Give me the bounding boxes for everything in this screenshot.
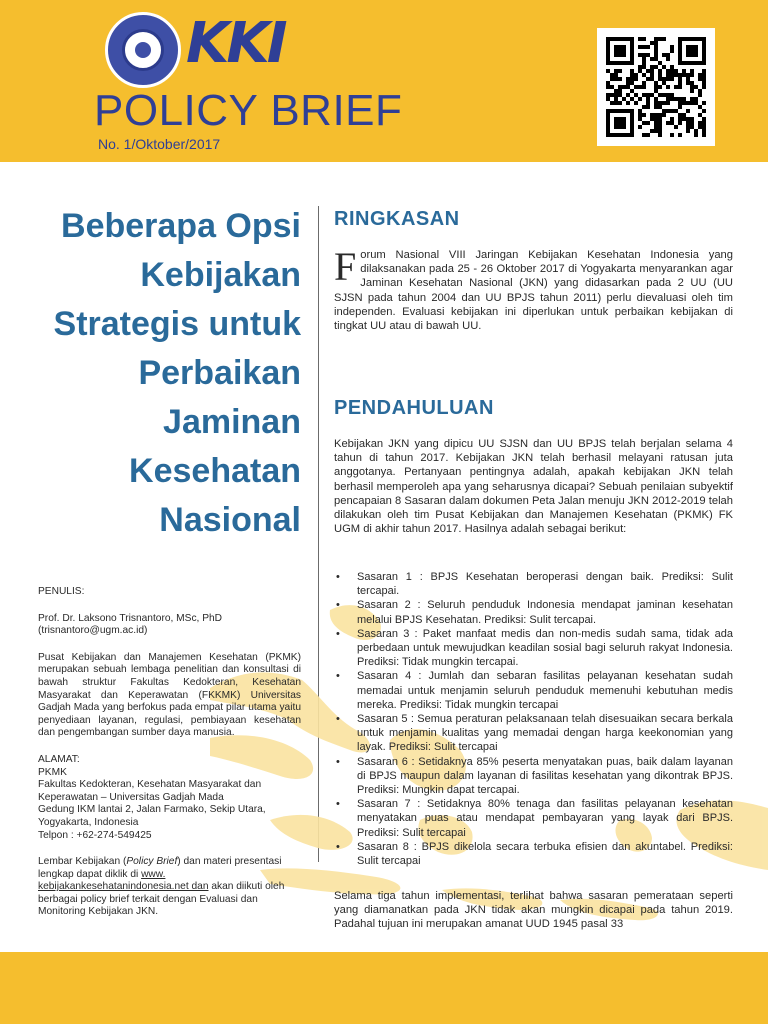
address-line: Gedung IKM lantai 2, Jalan Farmako, Sekip Utara, bbox=[38, 804, 266, 816]
list-item: • Sasaran 2 : Seluruh penduduk Indonesia mendapat jaminan kesehatan melalui BPJS Kesehatan. Prediksi: Sulit tercapai. bbox=[336, 599, 733, 626]
list-item: • Sasaran 8 : BPJS dikelola secara terbuka efisien dan akuntabel. Prediksi: Sulit tercapai bbox=[336, 840, 733, 868]
brief-number: No. 1/Oktober/2017 bbox=[98, 136, 221, 152]
list-item: • Sasaran 5 : Semua peraturan pelaksanaan telah disesuaikan secara berkala untuk menjamin kualitas yang memadai dengan harga keekonomian yang layak. Prediksi: Sulit tercapai bbox=[336, 713, 733, 754]
kki-logo: KKI bbox=[186, 11, 285, 76]
list-item: • Sasaran 3 : Paket manfaat medis dan non-medis sudah sama, tidak ada perbedaan untuk mewujudkan keadilan sosial bagi seluruh rakyat Indonesia. Prediksi: Tidak mungkin tercapai. bbox=[336, 627, 733, 669]
pendahuluan-heading: PENDAHULUAN bbox=[334, 397, 494, 419]
university-seal-logo bbox=[105, 12, 181, 88]
pendahuluan-text: Kebijakan JKN yang dipicu UU SJSN dan UU BPJS telah berjalan selama 4 tahun di tahun 2017. Kebijakan JKN telah berhasil melayani ratusan juta anggotanya. Pertanyaan pentingnya adalah, apakah kebijakan JKN telah berhasil memperoleh apa yang seharusnya dicapai? Sebuah penilaian subyektif pencapaian 8 Sasaran dalam dokumen Peta Jalan menuju JKN 2012-2019 telah dilakukan oleh tim Pusat Kebijakan dan Manajemen Kesehatan (PKMK) FK UGM di akhir tahun 2017. Hasilnya adalah sebagai berikut: bbox=[334, 438, 733, 536]
pkmk-description: Pusat Kebijakan dan Manajemen Kesehatan (PKMK) merupakan sebuah lembaga penelitian dan konsultasi di bawah struktur Fakultas Kedokteran, Kesehatan Masyarakat dan Keperawatan (FKKMK) Universitas Gadjah Mada yang berfokus pada empat pilar utama yaitu penyediaan layanan, regulasi, pembiayaan kesehatan dan pengembangan sumber daya manusia. bbox=[38, 651, 301, 739]
penulis-label: PENULIS: bbox=[38, 586, 85, 597]
main-title: Beberapa Opsi Kebijakan Strategis untuk Perbaikan Jaminan Kesehatan Nasional bbox=[53, 207, 301, 539]
list-item: • Sasaran 6 : Setidaknya 85% peserta menyatakan puas, baik dalam layanan di BPJS maupun dalam layanan di fasilitas kesehatan yang dikontrak BPJS. Prediksi: Mungkin dapat tercapai. bbox=[336, 755, 733, 797]
ringkasan-heading: RINGKASAN bbox=[334, 208, 460, 230]
sidebar bbox=[38, 586, 301, 919]
footer-band bbox=[0, 952, 768, 1024]
closing-paragraph: Selama tiga tahun implementasi, terlihat bahwa sasaran pemerataan seperti yang diamanatkan pada JKN tidak akan mungkin dicapai pada tahun 2019. Padahal tujuan ini merupakan amanat UUD 1945 pasal 33 bbox=[334, 890, 733, 931]
website-link[interactable]: www. kebijakankesehatanindonesia.net dan bbox=[38, 868, 209, 893]
list-item: • Sasaran 7 : Setidaknya 80% tenaga dan fasilitas pelayanan kesehatan menyatakan puas atau mendapat pembayaran yang layak dari BPJS. Prediksi: Sulit tercapai bbox=[336, 798, 733, 839]
header-band bbox=[0, 0, 768, 162]
author-name: Prof. Dr. Laksono Trisnantoro, MSc, PhD bbox=[38, 612, 223, 624]
address-line: Fakultas Kedokteran, Kesehatan Masyarakat dan bbox=[38, 779, 262, 791]
drop-cap: F bbox=[334, 244, 357, 289]
policy-brief-title: POLICY BRIEF bbox=[94, 86, 403, 135]
address-line: Keperawatan – Universitas Gadjah Mada bbox=[38, 791, 224, 803]
alamat-label: ALAMAT: bbox=[38, 753, 80, 765]
sasaran-list bbox=[334, 570, 733, 868]
list-item: • Sasaran 1 : BPJS Kesehatan beroperasi dengan baik. Prediksi: Sulit tercapai. bbox=[336, 571, 733, 598]
address-line: PKMK bbox=[38, 766, 67, 778]
address-line: Yogyakarta, Indonesia bbox=[38, 816, 139, 828]
author-email[interactable]: (trisnantoro@ugm.ac.id) bbox=[38, 625, 148, 637]
qr-code[interactable] bbox=[597, 28, 715, 146]
list-item: • Sasaran 4 : Jumlah dan sebaran fasilitas pelayanan kesehatan sudah memadai untuk menjamin seluruh penduduk memenuhi kebutuhan medis mereka. Prediksi: Tidak mungkin tercapai bbox=[336, 670, 733, 711]
phone-line: Telpon : +62-274-549425 bbox=[38, 829, 152, 841]
ringkasan-text: Forum Nasional VIII Jaringan Kebijakan Kesehatan Indonesia yang dilaksanakan pada 25 - 26 Oktober 2017 di Yogyakarta menyarankan agar Jaminan Kesehatan Nasional (JKN) yang didasarkan pada 2 UU (UU SJSN pada tahun 2004 dan UU BPJS tahun 2011) perlu dievaluasi oleh tim independen. Evaluasi kebijakan ini diperlukan untuk perbaikan kebijakan di tingkat UU atau di bawah UU. bbox=[334, 244, 733, 333]
policy-brief-note: Lembar Kebijakan (Policy Brief) dan materi presentasi lengkap dapat diklik di www. kebijakankesehatanindonesia.net dan akan diikuti oleh berbagai policy brief terkait dengan Evaluasi dan Monitoring Kebijakan JKN. bbox=[38, 856, 285, 918]
